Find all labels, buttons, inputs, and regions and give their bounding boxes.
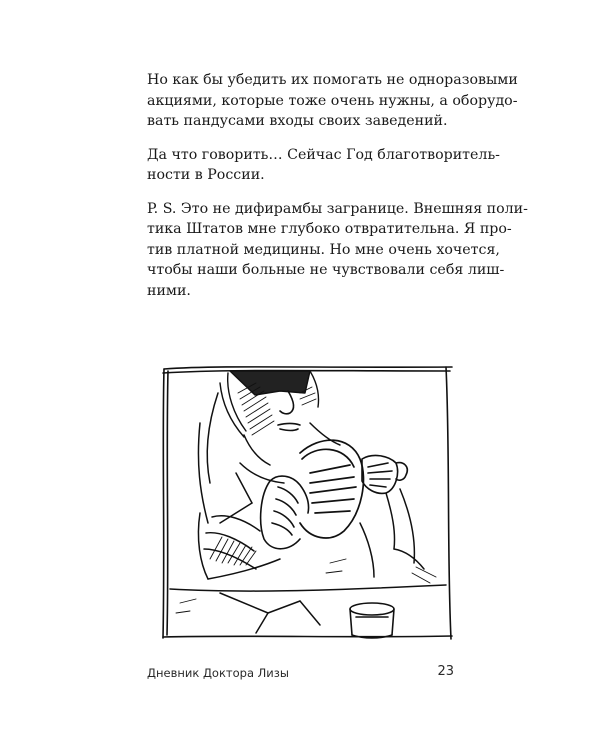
book-title: Дневник Доктора Лизы [147, 666, 289, 680]
text-line: Но как бы убедить их помогать не одноразовыми [147, 72, 518, 88]
text-line: вать пандусами входы своих заведений. [147, 113, 448, 129]
text-line: ними. [147, 282, 191, 299]
text-line: тика Штатов мне глубоко отвратительна. Я про- [147, 221, 512, 237]
text-line: тив платной медицины. Но мне очень хочется, [147, 241, 500, 258]
text-line: P. S. Это не дифирамбы загранице. Внешняя поли- [147, 200, 528, 217]
ink-sketch-person-holding-cup-icon [160, 363, 455, 641]
paragraph-2 [147, 145, 500, 186]
paragraph-3 [147, 199, 528, 302]
text-line: акциями, которые тоже очень нужны, а оборудо- [147, 92, 518, 109]
text-line: Да что говорить… Сейчас Год благотворитель- [147, 146, 500, 163]
body-text [147, 70, 528, 301]
text-line: ности в России. [147, 167, 265, 183]
page-number: 23 [437, 664, 454, 679]
text-line: чтобы наши больные не чувствовали себя лиш- [147, 262, 505, 278]
paragraph-1 [147, 70, 518, 132]
